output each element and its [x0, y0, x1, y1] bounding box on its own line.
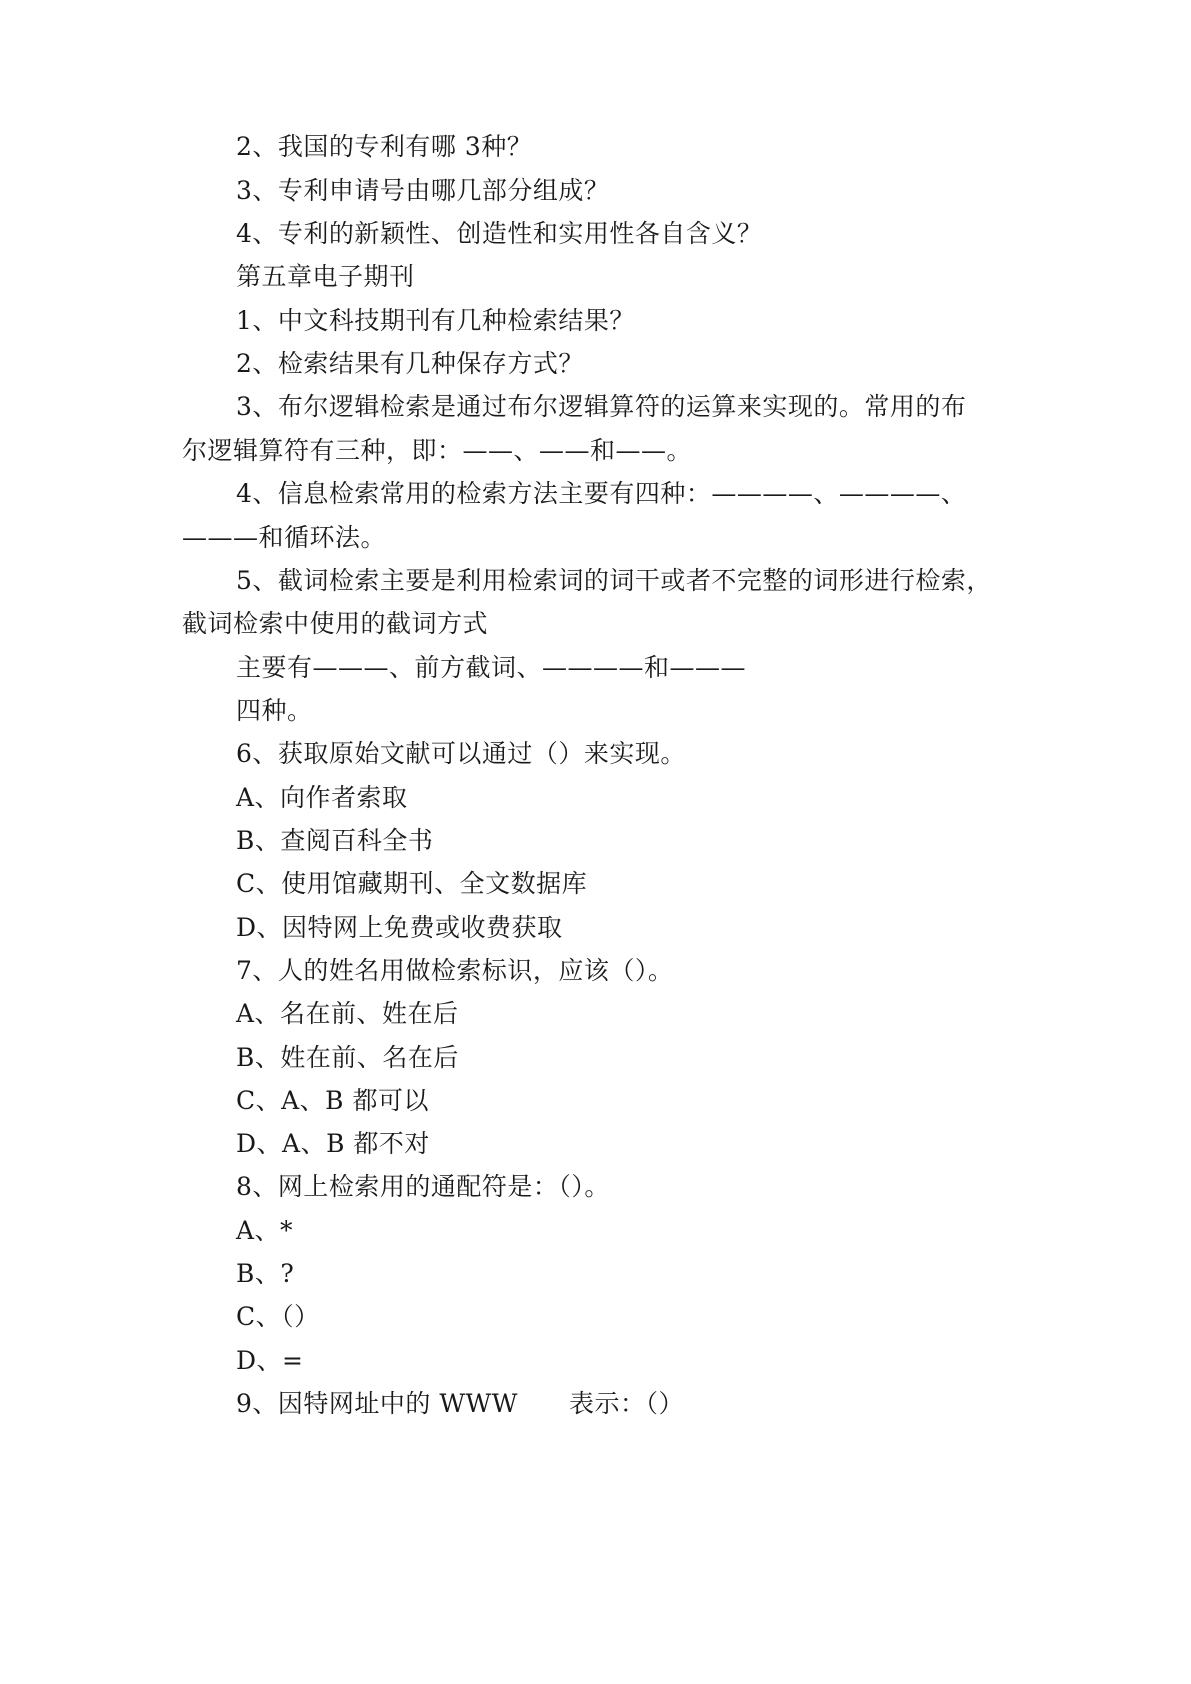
- question-9: 9、因特网址中的 WWW 表示：（）: [236, 1389, 684, 1418]
- question-patent-criteria: 4、专利的新颖性、创造性和实用性各自含义？: [236, 219, 763, 248]
- question-2: 2、检索结果有几种保存方式？: [236, 349, 584, 378]
- question-patent-types: 2、我国的专利有哪 3种？: [236, 132, 533, 161]
- question-6: 6、获取原始文献可以通过（）来实现。: [236, 739, 686, 768]
- question-5-line-2: 截词检索中使用的截词方式: [182, 609, 489, 638]
- question-1: 1、中文科技期刊有几种检索结果？: [236, 306, 635, 335]
- option-8d: D、=: [236, 1346, 304, 1375]
- option-6a: A、向作者索取: [236, 783, 408, 812]
- question-5-line-1: 5、截词检索主要是利用检索词的词干或者不完整的词形进行检索，: [236, 566, 992, 595]
- question-application-number: 3、专利申请号由哪几部分组成？: [236, 176, 610, 205]
- question-5-line-4: 四种。: [236, 696, 313, 725]
- option-8a: A、*: [236, 1216, 294, 1245]
- question-3-line-2: 尔逻辑算符有三种，即：——、——和——。: [182, 436, 693, 465]
- question-7: 7、人的姓名用做检索标识，应该（）。: [236, 956, 674, 985]
- option-7b: B、姓在前、名在后: [236, 1043, 459, 1072]
- question-5-line-3: 主要有———、前方截词、————和———: [236, 653, 747, 682]
- option-8c: C、（）: [236, 1302, 320, 1331]
- option-7c: C、A、B 都可以: [236, 1086, 430, 1115]
- question-4-line-2: ———和循环法。: [182, 523, 387, 552]
- option-8b: B、?: [236, 1259, 295, 1288]
- question-3-line-1: 3、布尔逻辑检索是通过布尔逻辑算符的运算来实现的。常用的布: [236, 392, 967, 421]
- chapter-heading: 第五章电子期刊: [236, 262, 415, 291]
- question-8: 8、网上检索用的通配符是：（）。: [236, 1172, 610, 1201]
- option-7a: A、名在前、姓在后: [236, 999, 459, 1028]
- option-7d: D、A、B 都不对: [236, 1129, 430, 1158]
- question-4-line-1: 4、信息检索常用的检索方法主要有四种：————、————、: [236, 479, 967, 508]
- option-6b: B、查阅百科全书: [236, 826, 434, 855]
- option-6d: D、因特网上免费或收费获取: [236, 913, 563, 942]
- option-6c: C、使用馆藏期刊、全文数据库: [236, 869, 588, 898]
